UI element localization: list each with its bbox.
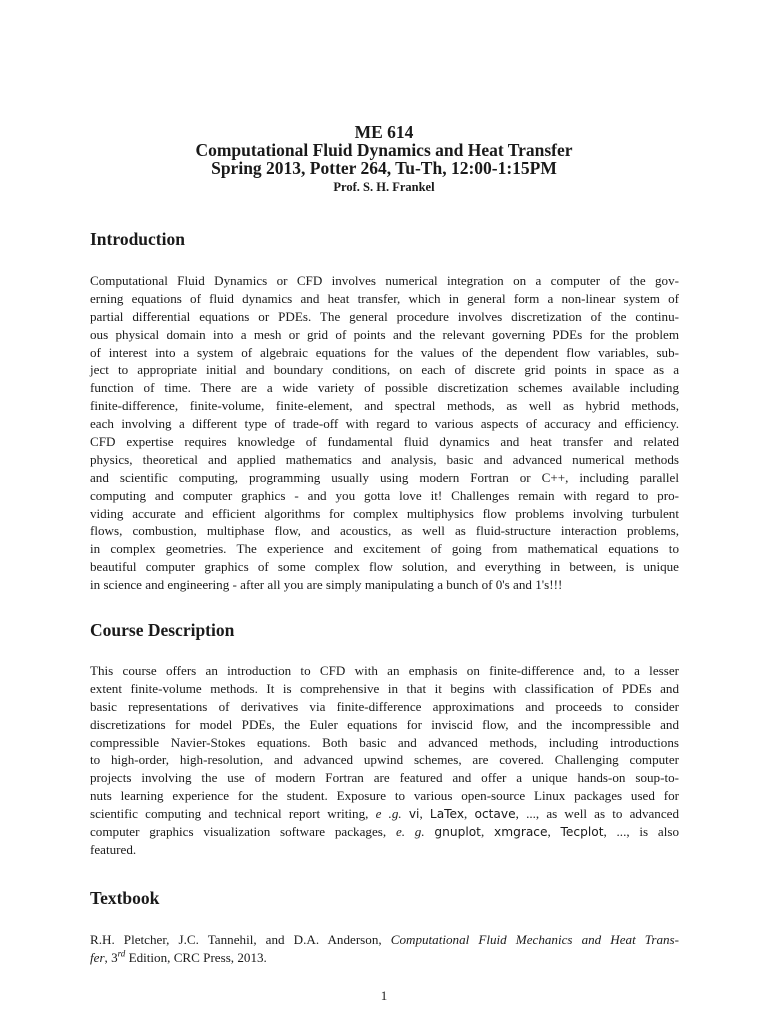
- tool-name: octave: [474, 807, 516, 822]
- text-line: nuts learning experience for the student. Exposure to various open-source Linux packages used for: [90, 788, 679, 804]
- text-line: to high-order, high-resolution, and advanced upwind schemes, are covered. Challenging computer: [90, 752, 679, 768]
- text-line: viding accurate and efficient algorithms for complex multiphysics flow problems involving turbulent: [90, 505, 679, 521]
- tool-name: LaTex: [429, 807, 465, 822]
- text-line: projects involving the use of modern Fortran are featured and offer a unique hands-on soup-to-: [90, 770, 679, 786]
- text-line: This course offers an introduction to CFD with an emphasis on finite-difference and, to a lesser: [90, 663, 679, 678]
- text-line: fer, 3rd Edition, CRC Press, 2013.: [90, 948, 267, 965]
- text-line: scientific computing and technical report writing, e .g. vi, LaTex, octave, ..., as well as to advanced: [90, 806, 680, 822]
- introduction-heading: Introduction: [90, 229, 185, 249]
- edition-text: Edition, CRC Press, 2013.: [128, 949, 267, 965]
- text-line: partial differential equations or PDEs. The general procedure involves discretization of the continu-: [90, 308, 679, 324]
- line-text: scientific computing and technical report writing,: [90, 806, 376, 822]
- text-line: finite-difference, finite-volume, finite-element, and spectral methods, as well as hybrid methods,: [90, 398, 679, 414]
- text-line: each involving a different type of trade-off with regard to various aspects of accuracy and efficiency.: [90, 416, 679, 432]
- text-line: erning equations of fluid dynamics and heat transfer, which in general form a non-linear system of: [90, 290, 679, 306]
- textbook-citation: [90, 931, 679, 967]
- text-line: compressible Navier-Stokes equations. Both basic and advanced methods, including introductions: [90, 734, 679, 750]
- tool-name: vi: [408, 807, 420, 822]
- course-description-paragraph: [90, 662, 679, 859]
- eg-abbrev: e .g.: [375, 806, 402, 822]
- textbook-title-end: fer: [90, 949, 105, 965]
- text-line: and scientific computing, programming usually using modern Fortran or C++, including parallel: [90, 469, 679, 485]
- text-line: featured.: [90, 841, 137, 857]
- page-number: 1: [380, 988, 388, 1003]
- text-line: CFD expertise requires knowledge of fundamental fluid dynamics and heat transfer and related: [90, 434, 679, 450]
- text-line: Computational Fluid Dynamics or CFD involves numerical integration on a computer of the gov-: [90, 273, 679, 288]
- tool-name: Tecplot: [560, 825, 604, 840]
- text-line: [90, 931, 679, 949]
- course-title: Computational Fluid Dynamics and Heat Transfer: [195, 140, 573, 160]
- line-text: computer graphics visualization software packages,: [90, 824, 387, 840]
- text-line: basic representations of derivatives via finite-difference approximations and proceeds to consider: [90, 698, 679, 714]
- text-line: discretizations for model PDEs, the Euler equations for inviscid flow, and the incompressible and: [90, 716, 679, 732]
- text-line: of interest into a system of algebraic equations for the values of the dependent flow variables, sub-: [90, 344, 679, 360]
- text-line: physics, theoretical and applied mathematics and analysis, basic and advanced numerical methods: [90, 451, 679, 467]
- course-description-heading: Course Description: [90, 620, 235, 640]
- text-line: extent finite-volume methods. It is comprehensive in that it begins with classification of PDEs and: [90, 680, 679, 696]
- text-line: beautiful computer graphics of some complex flow solution, and everything in between, is unique: [90, 559, 679, 575]
- edition-number: 3: [111, 949, 118, 965]
- tool-name: gnuplot: [434, 825, 481, 840]
- line-text: ..., as well as to advanced: [526, 806, 680, 822]
- tool-name: xmgrace: [494, 825, 548, 840]
- text-line: in science and engineering - after all you are simply manipulating a bunch of 0's and 1's!!!: [90, 577, 563, 593]
- text-line: ous physical domain into a mesh or grid of points and the relevant governing PDEs for the problem: [90, 326, 679, 342]
- course-code: ME 614: [354, 122, 414, 142]
- text-line: computing and computer graphics - and you gotta love it! Challenges remain with regard to pro-: [90, 487, 679, 503]
- textbook-authors: R.H. Pletcher, J.C. Tannehil, and D.A. Anderson,: [90, 932, 382, 947]
- textbook-title: Computational Fluid Mechanics and Heat Trans-: [390, 932, 679, 947]
- line-text: ..., is also: [616, 824, 679, 840]
- introduction-paragraph: [90, 272, 679, 594]
- text-line: function of time. There are a wide variety of possible discretization schemes available including: [90, 380, 679, 396]
- course-schedule: Spring 2013, Potter 264, Tu-Th, 12:00-1:15PM: [211, 158, 557, 178]
- eg-abbrev: e. g.: [395, 824, 425, 840]
- text-line: flows, combustion, multiphase flow, and acoustics, as well as fluid-structure interaction problems,: [90, 523, 679, 539]
- text-line: computer graphics visualization software packages, e. g. gnuplot, xmgrace, Tecplot, ..., is also: [90, 824, 679, 840]
- edition-suffix: rd: [117, 948, 126, 959]
- professor-name: Prof. S. H. Frankel: [333, 180, 435, 194]
- text-line: ject to appropriate initial and boundary conditions, on each of discrete grid points in space as a: [90, 362, 679, 378]
- text-line: in complex geometries. The experience and excitement of going from mathematical equations to: [90, 541, 679, 557]
- textbook-heading: Textbook: [90, 888, 160, 908]
